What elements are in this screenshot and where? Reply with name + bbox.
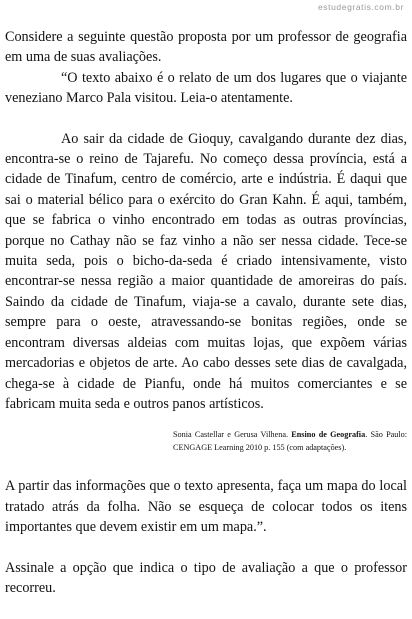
site-watermark: estudegratis.com.br <box>317 2 404 12</box>
question-prompt: Assinale a opção que indica o tipo de avaliação a que o professor recorreu. <box>5 559 407 596</box>
source-citation <box>173 428 407 454</box>
intro-paragraph: Considere a seguinte questão proposta por um professor de geografia em uma de suas avaliações. <box>5 29 407 66</box>
question-body <box>5 27 407 598</box>
travel-passage: Ao sair da cidade de Gioquy, cavalgando durante dez dias, encontra-se o reino de Tajarefu. No começo dessa província, está a cidade de Tinafum, centro de comércio, arte e indústria. É daqui que sai o material bélico para o exército do Gran Kahn. É aqui, também, que se fabrica o vinho encontrado em todas as outras províncias, porque no Cathay não se faz vinho a não ser nessa cidade. Tece-se muita seda, pois o bicho-da-seda é criado intensivamente, visto encontrar-se nessa região a maior quantidade de amoreiras do país. Saindo da cidade de Tinafum, viaja-se a cavalo, durante sete dias, sempre para o oeste, atravessando-se bonitas regiões, onde se encontram diversas aldeias com muitas lojas, que expõem várias mercadorias e objetos de arte. Ao cabo desses sete dias de cavalgada, chega-se à cidade de Pianfu, onde há muitos comerciantes e se fabricam muita seda e outros panos artísticos. <box>5 130 407 412</box>
citation-authors: Sonia Castellar e Gerusa Vilhena. <box>173 430 289 440</box>
citation-details: . São Paulo: CENGAGE Learning 2010 p. 155 (com adaptações). <box>173 430 407 453</box>
instruction-paragraph: A partir das informações que o texto apresenta, faça um mapa do local tratado atrás da folha. Não se esqueça de colocar todos os itens importantes que devem existir em um mapa.”. <box>5 478 407 536</box>
quote-intro-paragraph: “O texto abaixo é o relato de um dos lugares que o viajante veneziano Marco Pala visitou. Leia-o atentamente. <box>5 69 407 107</box>
citation-title: Ensino de Geografia <box>291 430 366 440</box>
